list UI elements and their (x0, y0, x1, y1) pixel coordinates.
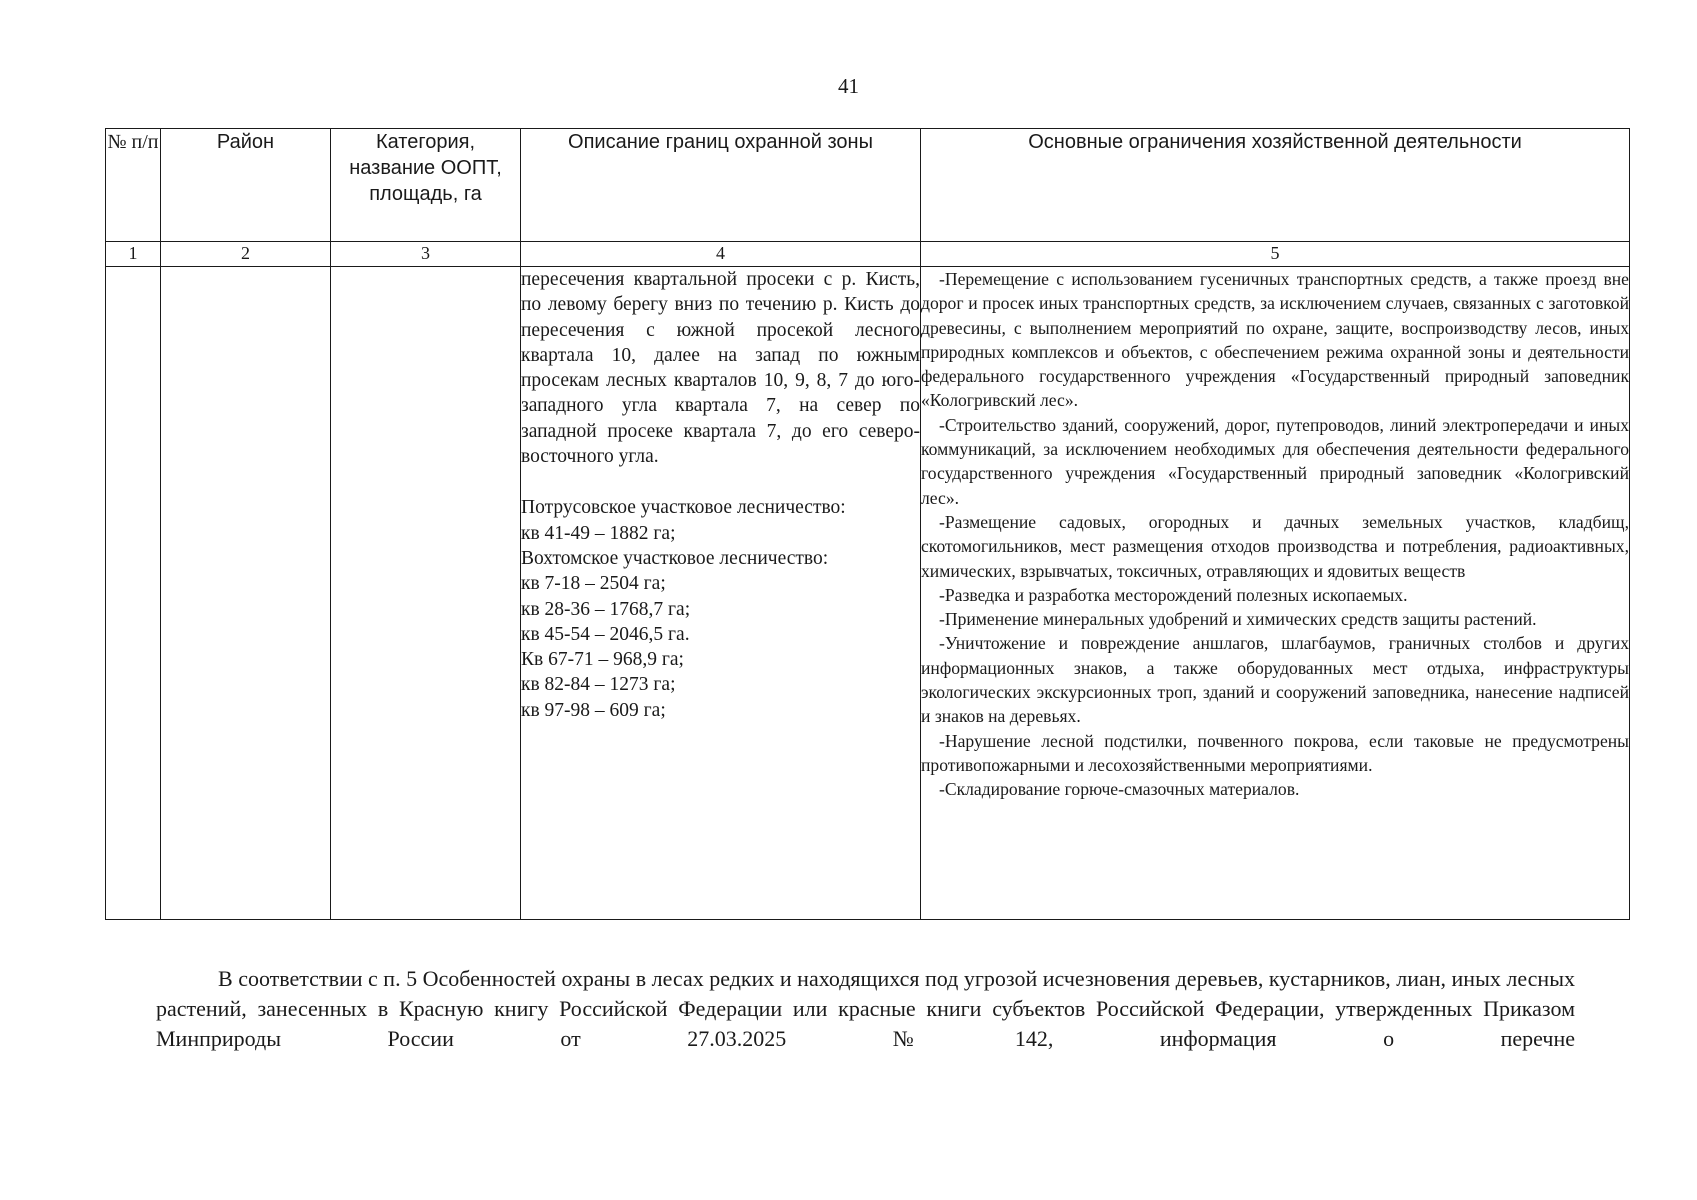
forestry-line: Кв 67-71 – 968,9 га; (521, 649, 684, 671)
table-header-row (106, 129, 1630, 242)
protection-zone-table (105, 128, 1630, 920)
cell-boundary (521, 267, 921, 920)
header-num: № п/п (106, 129, 161, 242)
restriction-item: -Разведка и разработка месторождений полезных ископаемых. (939, 584, 1408, 605)
column-number-row (106, 242, 1630, 267)
restriction-item: -Размещение садовых, огородных и дачных земельных участков, кладбищ, скотомогильников, мест размещения отходов производства и потребления, радиоактивных, химических, взрывчатых, токсичных, отравляющих и ядовитых веществ (921, 511, 1629, 581)
table-row (106, 267, 1630, 920)
restriction-item: -Складирование горюче-смазочных материалов. (939, 779, 1300, 800)
forestry-line: Потрусовское участковое лесничество: (521, 497, 846, 519)
column-number: 4 (521, 242, 921, 267)
header-restrictions: Основные ограничения хозяйственной деятельности (921, 129, 1630, 242)
header-category: Категория, название ООПТ, площадь, га (331, 129, 521, 242)
restriction-item: -Нарушение лесной подстилки, почвенного покрова, если таковые не предусмотрены противопожарными и лесохозяйственными мероприятиями. (921, 730, 1629, 775)
column-number: 5 (921, 242, 1630, 267)
column-number: 2 (161, 242, 331, 267)
body-paragraph (156, 964, 1575, 1054)
forestry-line: кв 82-84 – 1273 га; (521, 674, 676, 696)
forestry-line: кв 97-98 – 609 га; (521, 699, 666, 721)
cell-category (331, 267, 521, 920)
boundary-description: пересечения квартальной просеки с р. Кисть, по левому берегу вниз по течению р. Кисть до пересечения с южной просекой лесного квартала 10, далее на запад по южным просекам лесных кварталов 10, 9, 8, 7 до юго-западного угла квартала 7, на север по западной просеке квартала 7, до его северо-восточного угла. (521, 269, 920, 468)
cell-num (106, 267, 161, 920)
cell-district (161, 267, 331, 920)
header-district: Район (161, 129, 331, 242)
column-number: 3 (331, 242, 521, 267)
forestry-line: кв 45-54 – 2046,5 га. (521, 623, 690, 645)
header-boundary: Описание границ охранной зоны (521, 129, 921, 242)
restriction-item: -Применение минеральных удобрений и химических средств защиты растений. (939, 609, 1537, 630)
page-number: 41 (838, 74, 859, 98)
restriction-item: -Строительство зданий, сооружений, дорог, путепроводов, линий электропередачи и иных коммуникаций, за исключением необходимых для обеспечения деятельности федерального государственного учреждения «Государственный природный заповедник «Кологривский лес». (921, 414, 1629, 508)
restriction-item: -Уничтожение и повреждение аншлагов, шлагбаумов, граничных столбов и других информационных знаков, а также оборудованных мест отдыха, инфраструктуры экологических экскурсионных троп, зданий и сооружений заповедника, нанесение надписей и знаков на деревьях. (921, 633, 1629, 727)
cell-restrictions (921, 267, 1630, 920)
body-paragraph-text: В соответствии с п. 5 Особенностей охраны в лесах редких и находящихся под угрозой исчезновения деревьев, кустарников, лиан, иных лесных растений, занесенных в Красную книгу Российской Федерации или красные книги субъектов Российской Федерации, утвержденных Приказом Минприроды России от 27.03.2025 №142, информация о перечне (156, 966, 1575, 1051)
forestry-line: Вохтомское участковое лесничество: (521, 547, 829, 569)
restriction-item: -Перемещение с использованием гусеничных транспортных средств, а также проезд вне дорог и просек иных транспортных средств, за исключением случаев, связанных с заготовкой древесины, с выполнением мероприятий по охране, защите, воспроизводству лесов, иных природных комплексов и объектов, с обеспечением режима охранной зоны и деятельности федерального государственного учреждения «Государственный природный заповедник «Кологривский лес». (921, 269, 1629, 411)
forestry-line: кв 41-49 – 1882 га; (521, 522, 676, 544)
forestry-line: кв 28-36 – 1768,7 га; (521, 598, 691, 620)
column-number: 1 (106, 242, 161, 267)
forestry-line: кв 7-18 – 2504 га; (521, 573, 666, 595)
